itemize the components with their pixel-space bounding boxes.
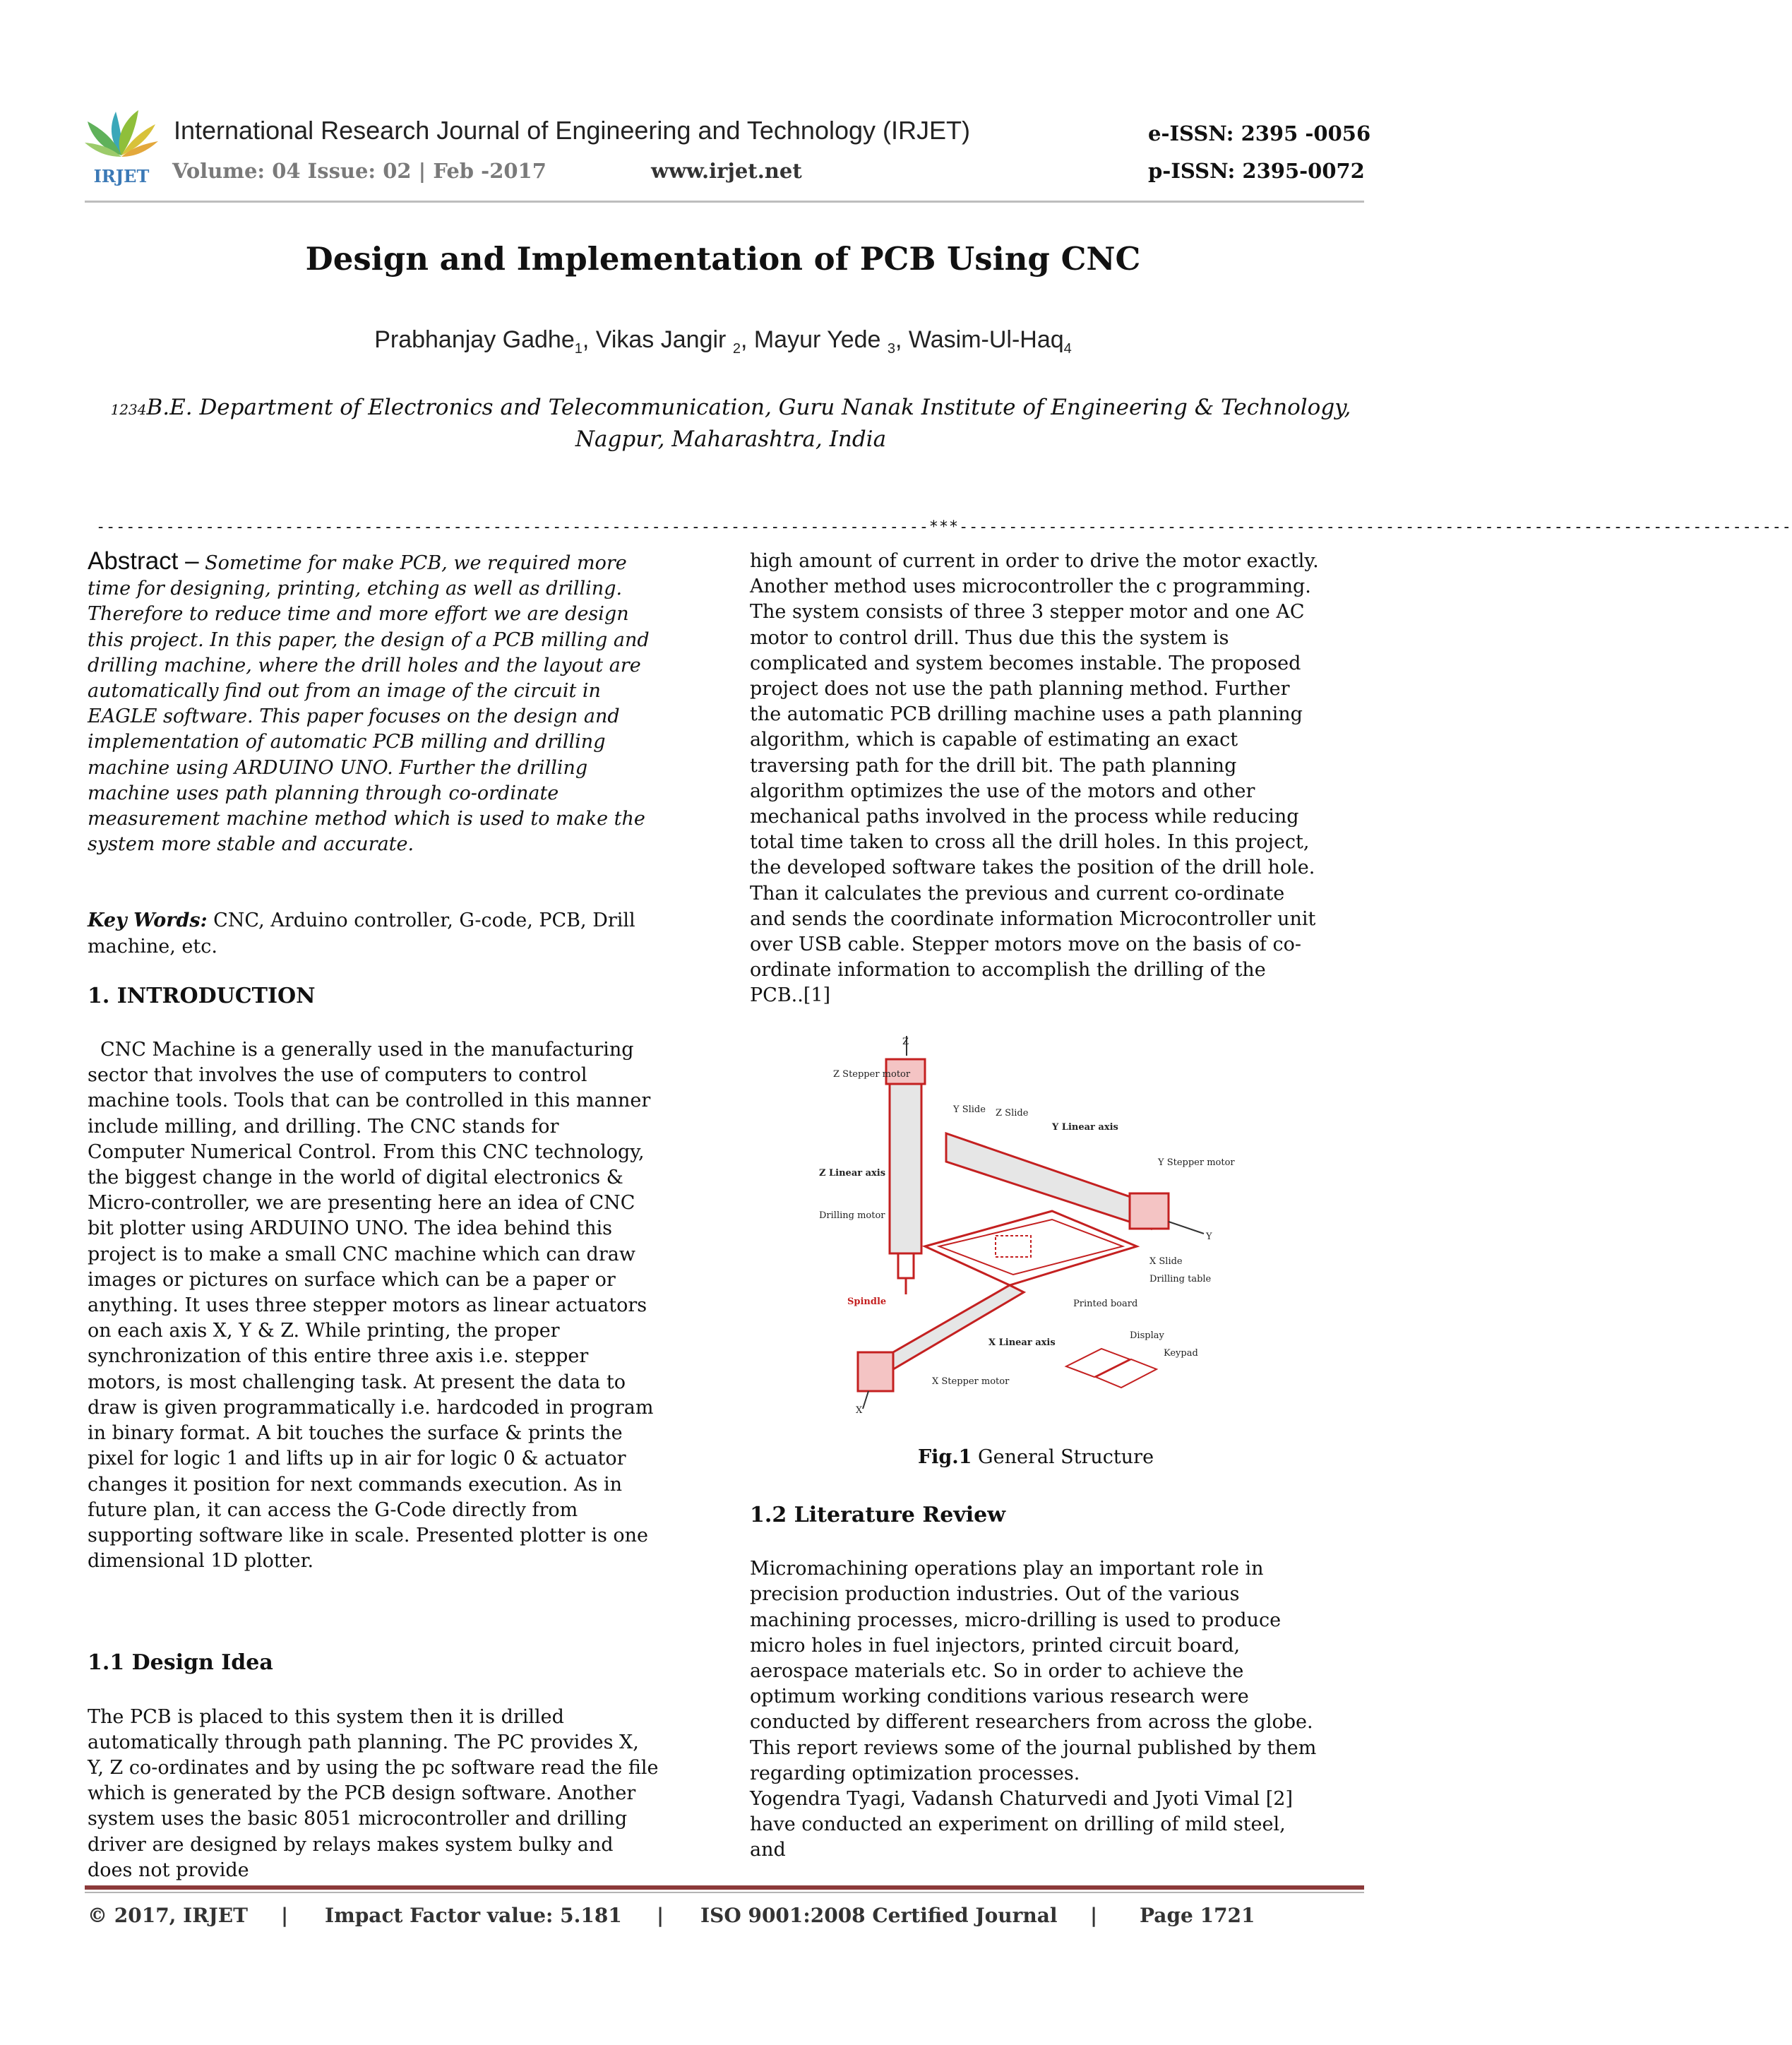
label-spindle: Spindle [847,1296,887,1307]
design-text: The PCB is placed to this system then it is drilled automatically through path planning. The PC provides X, Y, Z co-ordinates and by using the pc software read the file which is generated by the PCB design software. Another system uses the basic 8051 microcontroller and drilling driver are designed by relays makes system bulky and does not provide [88,1705,659,1881]
logo-text: IRJET [93,166,150,186]
intro-heading: 1. INTRODUCTION [88,983,316,1008]
journal-website: www.irjet.net [651,159,802,183]
footer-page-number: Page 1721 [1140,1904,1255,1927]
label-y-stepper: Y Stepper motor [1158,1157,1235,1168]
separator-dashes-right: ------------------------------------------------------------------------------------ [958,518,1792,536]
paper-title: Design and Implementation of PCB Using CNC [305,240,1141,278]
cnc-structure-figure [819,1035,1257,1416]
literature-text-continued: Yogendra Tyagi, Vadansh Chaturvedi and Jyoti Vimal [2] have conducted an experiment on drilling of mild steel, and [750,1788,1294,1861]
label-z-stepper: Z Stepper motor [833,1069,911,1080]
footer-rule-thin [85,1892,1364,1893]
author-list: Prabhanjay Gadhe$_1$, Vikas Jangir $_2$, Mayur Yede $_3$, Wasim-Ul-Haq$_4$ [374,326,1072,357]
y-axis-arrow [1169,1222,1204,1234]
label-x-slide: X Slide [1149,1256,1183,1267]
keywords-label: Key Words: [88,910,208,932]
label-drilling-table: Drilling table [1149,1274,1212,1284]
literature-text: Micromachining operations play an important role in precision production industries. Out of the various machining processes, micro-drilling is used to produce micro holes in fuel injectors, printed circuit board, aerospace materials etc. So in order to achieve the optimum working conditions various research were conducted by different researchers from across the globe. This report reviews some of the journal published by them regarding optimization processes. [750,1558,1317,1784]
keywords-text: CNC, Arduino controller, G-code, PCB, Drill machine, etc. [88,910,635,958]
separator-stars: *** [928,518,959,536]
journal-title: International Research Journal of Engineering and Technology (IRJET) [174,116,970,145]
x-axis-arrow [863,1391,868,1409]
figure-caption-text: General Structure [978,1446,1154,1468]
author-name: Wasim-Ul-Haq [908,326,1064,353]
label-y-slide: Y Slide [953,1104,986,1115]
footer-divider: | [657,1904,664,1927]
label-drilling-motor: Drilling motor [819,1210,885,1221]
label-x: X [856,1405,863,1416]
label-z-slide: Z Slide [996,1108,1029,1119]
z-column [890,1077,921,1253]
footer-divider: | [281,1904,289,1927]
label-y-linear: Y Linear axis [1052,1122,1118,1133]
volume-issue: Volume: 04 Issue: 02 | Feb -2017 [172,159,546,183]
left-column [88,549,659,1883]
right-continuation-text: high amount of current in order to drive the motor exactly. Another method uses microcontroller the c programming. The system consists of three 3 stepper motor and one AC motor to control drill. Thus due this the system is complicated and system becomes instable. The proposed project does not use the path planning method. Further the automatic PCB drilling machine uses a path planning algorithm, which is capable of estimating an exact traversing path for the drill bit. The path planning algorithm optimizes the use of the motors and other mechanical paths involved in the process while reducing total time taken to cross all the drill holes. In this project, the developed software takes the position of the drill hole. Than it calculates the previous and current co-ordinate and sends the coordinate information Microcontroller unit over USB cable. Stepper motors move on the basis of co-ordinate information to accomplish the drilling of the PCB..[1] [750,550,1319,1007]
footer-impact-factor: Impact Factor value: 5.181 [325,1904,622,1927]
separator-dashes-left: ------------------------------------------------------------------------------------ [96,518,929,536]
figure-caption [750,1446,1322,1468]
abstract-text: Sometime for make PCB, we required more time for designing, printing, etching as well as drilling. Therefore to reduce time and more effort we are design this project. In this paper, the design of a PCB milling and drilling machine, where the drill holes and the layout are automatically find out from an image of the circuit in EAGLE software. This paper focuses on the design and implementation of automatic PCB milling and drilling machine using ARDUINO UNO. Further the drilling machine uses path planning through co-ordinate measurement machine method which is used to make the system more stable and accurate. [88,552,650,856]
x-stepper-box [858,1352,893,1391]
label-x-stepper: X Stepper motor [932,1376,1010,1387]
right-column [750,549,1322,1009]
footer-rule [85,1885,1364,1890]
figure-caption-label: Fig.1 [917,1446,972,1468]
author-name: Vikas Jangir [595,326,727,353]
affiliation-text: B.E. Department of Electronics and Telecommunication, Guru Nanak Institute of Engineering & Technology, Nagpur, Maharashtra, India [146,395,1351,452]
section-separator [96,518,1792,536]
author-name: Mayur Yede [753,326,881,353]
right-column-lower [750,1503,1322,1864]
affiliation-marks: 1234 [110,401,147,418]
irjet-logo [82,106,161,189]
author-mark: 4 [1063,340,1072,357]
abstract [88,549,659,857]
affiliation [106,393,1356,454]
p-issn: p-ISSN: 2395-0072 [1148,159,1365,183]
footer-divider: | [1090,1904,1098,1927]
design-heading: 1.1 Design Idea [88,1650,273,1676]
label-printed-board: Printed board [1073,1299,1138,1309]
author-mark: 3 [887,340,896,357]
y-stepper-box [1130,1193,1169,1229]
author-mark: 2 [732,340,741,357]
author-mark: 1 [574,340,583,357]
footer-iso: ISO 9001:2008 Certified Journal [700,1904,1058,1927]
label-x-linear: X Linear axis [988,1337,1056,1348]
label-z: Z [902,1037,909,1047]
e-issn: e-ISSN: 2395 -0056 [1148,121,1371,145]
abstract-label: Abstract – [88,547,199,575]
label-y: Y [1206,1232,1212,1242]
logo-leaves [85,110,158,157]
label-keypad: Keypad [1164,1348,1198,1359]
spindle [898,1253,914,1278]
intro-text: CNC Machine is a generally used in the manufacturing sector that involves the use of computers to control machine tools. Tools that can be controlled in this manner include milling, and drilling. The CNC stands for Computer Numerical Control. From this CNC technology, the biggest change in the world of digital electronics & Micro-controller, we are presenting here an idea of CNC bit plotter using ARDUINO UNO. The idea behind this project is to make a small CNC machine which can draw images or pictures on surface which can be a paper or anything. It uses three stepper motors as linear actuators on each axis X, Y & Z. While printing, the proper synchronization of this entire three axis i.e. stepper motors, is most challenging task. At present the data to draw is given programmatically i.e. hardcoded in program in binary format. A bit touches the surface & prints the pixel for logic 1 and lifts up in air for logic 0 & actuator changes it position for next commands execution. As in future plan, it can access the G-Code directly from supporting software like in scale. Presented plotter is one dimensional 1D plotter. [88,1039,654,1573]
author-name: Prabhanjay Gadhe [374,326,575,353]
keywords [88,908,659,959]
literature-heading: 1.2 Literature Review [750,1503,1006,1527]
header-divider [85,201,1364,203]
label-display: Display [1130,1330,1164,1341]
footer-copyright: © 2017, IRJET [88,1904,248,1927]
label-z-linear: Z Linear axis [819,1168,886,1179]
